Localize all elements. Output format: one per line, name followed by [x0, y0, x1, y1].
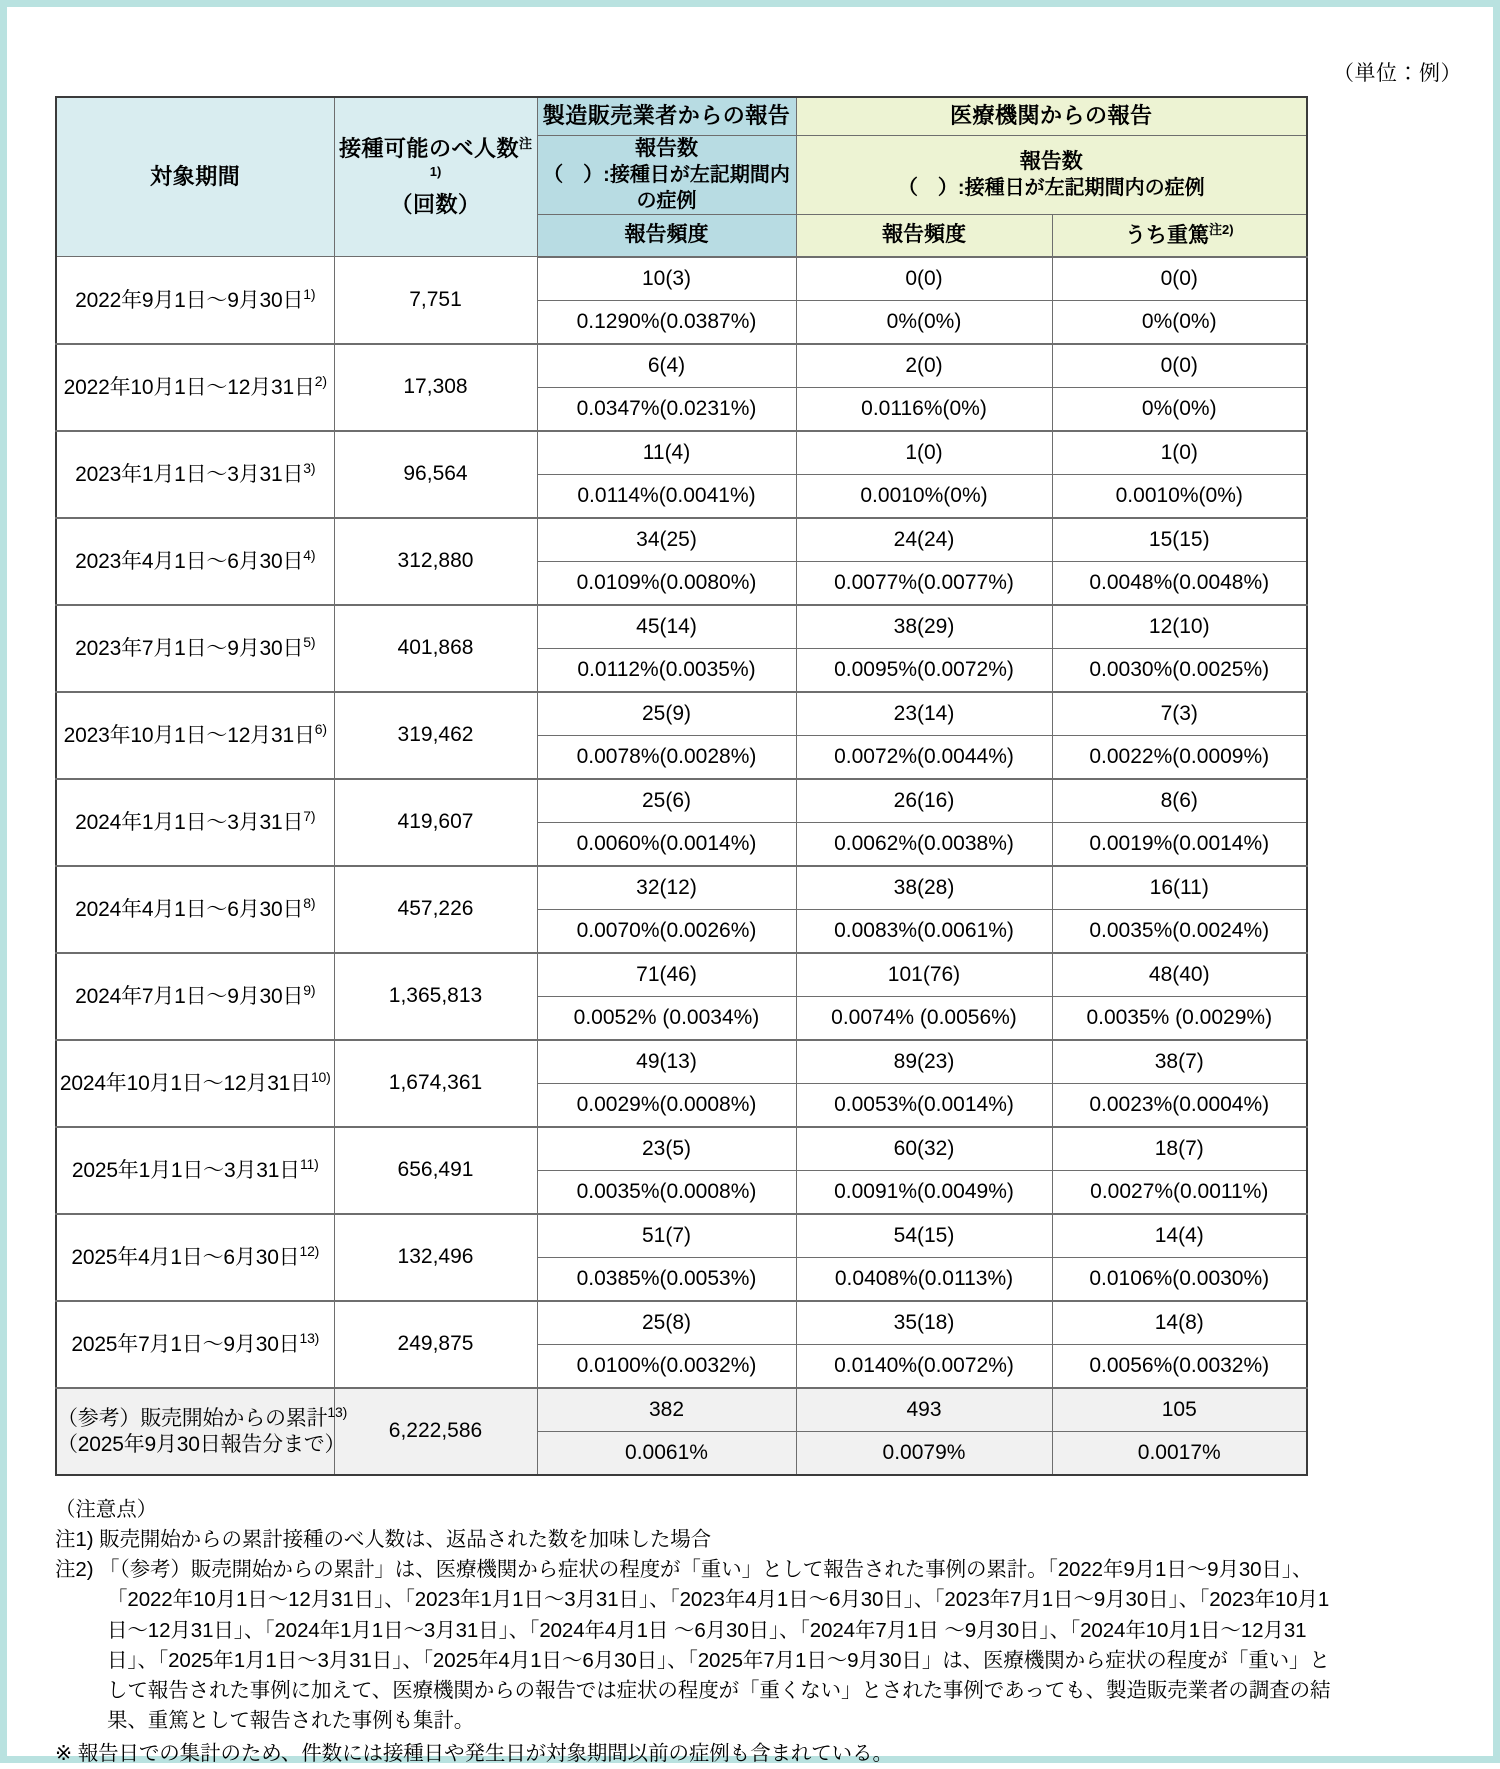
row-mfr-frequency: 0.1290%(0.0387%)	[537, 300, 796, 344]
page-content	[14, 14, 1500, 1763]
row-doses: 1,365,813	[334, 953, 537, 1040]
row-serious-frequency: 0.0030%(0.0025%)	[1052, 648, 1307, 692]
row-period-label: 2024年4月1日～6月30日	[75, 898, 304, 922]
row-period	[56, 779, 334, 866]
row-med-count: 0(0)	[796, 257, 1052, 301]
total-row-med-count: 493	[796, 1388, 1052, 1432]
row-med-count: 24(24)	[796, 518, 1052, 562]
table-header	[56, 97, 1307, 257]
row-serious-frequency: 0.0027%(0.0011%)	[1052, 1170, 1307, 1214]
row-mfr-count: 34(25)	[537, 518, 796, 562]
row-mfr-count: 71(46)	[537, 953, 796, 997]
row-med-count: 89(23)	[796, 1040, 1052, 1084]
row-med-count: 54(15)	[796, 1214, 1052, 1258]
row-med-count: 2(0)	[796, 344, 1052, 388]
table-row	[56, 779, 1307, 823]
row-med-frequency: 0%(0%)	[796, 300, 1052, 344]
header-doses-line2: （回数）	[390, 191, 481, 217]
row-med-count: 38(28)	[796, 866, 1052, 910]
row-mfr-count: 45(14)	[537, 605, 796, 649]
row-period-label: 2024年1月1日～3月31日	[75, 811, 304, 835]
row-med-frequency: 0.0010%(0%)	[796, 474, 1052, 518]
row-period-label: 2025年4月1日～6月30日	[71, 1246, 300, 1270]
row-period-label: 2022年9月1日～9月30日	[75, 288, 304, 312]
row-serious-count: 16(11)	[1052, 866, 1307, 910]
row-med-frequency: 0.0062%(0.0038%)	[796, 822, 1052, 866]
row-med-frequency: 0.0095%(0.0072%)	[796, 648, 1052, 692]
row-serious-frequency: 0.0023%(0.0004%)	[1052, 1083, 1307, 1127]
row-period-note: 9)	[303, 982, 316, 999]
table-body	[56, 257, 1307, 1475]
row-period-note: 12)	[299, 1243, 320, 1260]
footnotes-heading: （注意点）	[55, 1498, 157, 1521]
header-mfr-reports	[537, 135, 796, 215]
header-doses	[334, 97, 537, 257]
row-serious-count: 7(3)	[1052, 692, 1307, 736]
row-period-note: 13)	[299, 1330, 320, 1347]
footnote-star-text: 報告日での集計のため、件数には接種日や発生日が対象期間以前の症例も含まれている。	[77, 1742, 893, 1765]
row-doses: 17,308	[334, 344, 537, 431]
row-period-note: 8)	[303, 895, 316, 912]
footnote-star-label: ※	[55, 1742, 73, 1765]
row-period	[56, 605, 334, 692]
row-doses: 249,875	[334, 1301, 537, 1388]
row-doses: 312,880	[334, 518, 537, 605]
row-med-count: 38(29)	[796, 605, 1052, 649]
row-period	[56, 692, 334, 779]
row-serious-count: 8(6)	[1052, 779, 1307, 823]
row-med-count: 23(14)	[796, 692, 1052, 736]
header-doses-line1: 接種可能のべ人数	[338, 136, 519, 162]
row-mfr-frequency: 0.0060%(0.0014%)	[537, 822, 796, 866]
row-mfr-count: 25(6)	[537, 779, 796, 823]
row-mfr-count: 25(8)	[537, 1301, 796, 1345]
header-mfr-frequency: 報告頻度	[537, 215, 796, 257]
row-med-frequency: 0.0077%(0.0077%)	[796, 561, 1052, 605]
row-period	[56, 1040, 334, 1127]
footnote-2-text: 「（参考）販売開始からの累計」は、医療機関から症状の程度が「重い」として報告された事例の累計。「2022年9月1日～9月30日」、「2022年10月1日～12月31日」、「2023年1月1日～3月31日」、「2023年4月1日～6月30日」、「2023年7月1日～9月30日」、「2023年10月1日～12月31日」、「2024年1月1日～3月31日」、「2024年4月1日 ～6月30日」、「2024年7月1日 ～9月30日」、「2024年10月1日～12月31日」、「2025年1月1日～3月31日」、「2025年4月1日～6月30日」、「2025年7月1日～9月30日」は、医療機関から症状の程度が「重い」として報告された事例に加えて、医療機関からの報告では症状の程度が「重くない」とされた事例であっても、製造販売業者の調査の結果、重篤として報告された事例も集計。	[99, 1558, 1331, 1732]
row-mfr-frequency: 0.0112%(0.0035%)	[537, 648, 796, 692]
row-doses: 319,462	[334, 692, 537, 779]
row-serious-count: 0(0)	[1052, 257, 1307, 301]
header-med-reports-line2: （ ）:接種日が左記期間内の症例	[897, 176, 1205, 199]
row-mfr-frequency: 0.0052% (0.0034%)	[537, 996, 796, 1040]
row-serious-count: 18(7)	[1052, 1127, 1307, 1171]
table-row	[56, 953, 1307, 997]
table-row	[56, 518, 1307, 562]
row-period	[56, 518, 334, 605]
row-mfr-frequency: 0.0100%(0.0032%)	[537, 1344, 796, 1388]
total-row-mfr-count: 382	[537, 1388, 796, 1432]
row-mfr-frequency: 0.0114%(0.0041%)	[537, 474, 796, 518]
row-period-note: 5)	[303, 634, 316, 651]
row-period	[56, 953, 334, 1040]
row-serious-frequency: 0.0035%(0.0024%)	[1052, 909, 1307, 953]
row-med-frequency: 0.0140%(0.0072%)	[796, 1344, 1052, 1388]
row-doses: 457,226	[334, 866, 537, 953]
header-group-medical: 医療機関からの報告	[796, 97, 1307, 135]
row-med-count: 60(32)	[796, 1127, 1052, 1171]
row-period-note: 7)	[303, 808, 316, 825]
header-group-manufacturer: 製造販売業者からの報告	[537, 97, 796, 135]
row-period-note: 2)	[314, 373, 327, 390]
footnote-1	[55, 1525, 1335, 1555]
row-doses: 1,674,361	[334, 1040, 537, 1127]
row-period-label: 2023年4月1日～6月30日	[75, 550, 304, 574]
header-row-group	[56, 97, 1307, 135]
row-mfr-count: 11(4)	[537, 431, 796, 475]
row-mfr-frequency: 0.0029%(0.0008%)	[537, 1083, 796, 1127]
row-serious-count: 15(15)	[1052, 518, 1307, 562]
header-med-reports-line1: 報告数	[1019, 149, 1083, 173]
row-period-label: 2025年7月1日～9月30日	[71, 1333, 300, 1357]
row-mfr-count: 23(5)	[537, 1127, 796, 1171]
row-period-label: 2023年10月1日～12月31日	[63, 724, 315, 748]
row-period-note: 4)	[303, 547, 316, 564]
row-mfr-count: 10(3)	[537, 257, 796, 301]
row-serious-count: 14(4)	[1052, 1214, 1307, 1258]
adverse-event-report-table	[55, 96, 1308, 1476]
footnote-1-label: 注1)	[55, 1528, 94, 1552]
row-period	[56, 431, 334, 518]
row-serious-count: 38(7)	[1052, 1040, 1307, 1084]
footnotes	[55, 1495, 1335, 1769]
row-med-frequency: 0.0074% (0.0056%)	[796, 996, 1052, 1040]
row-med-frequency: 0.0072%(0.0044%)	[796, 735, 1052, 779]
row-period	[56, 344, 334, 431]
row-mfr-frequency: 0.0347%(0.0231%)	[537, 387, 796, 431]
row-serious-frequency: 0.0035% (0.0029%)	[1052, 996, 1307, 1040]
row-period	[56, 866, 334, 953]
row-mfr-frequency: 0.0385%(0.0053%)	[537, 1257, 796, 1301]
row-period-note: 11)	[300, 1156, 319, 1173]
row-period-label: 2024年7月1日～9月30日	[75, 985, 304, 1009]
row-serious-count: 0(0)	[1052, 344, 1307, 388]
table-row	[56, 1214, 1307, 1258]
row-serious-frequency: 0.0048%(0.0048%)	[1052, 561, 1307, 605]
row-period-label: 2023年1月1日～3月31日	[75, 463, 304, 487]
header-mfr-reports-line1: 報告数	[635, 136, 698, 160]
row-doses: 419,607	[334, 779, 537, 866]
header-period: 対象期間	[56, 97, 334, 257]
row-mfr-frequency: 0.0078%(0.0028%)	[537, 735, 796, 779]
row-period-label: 2022年10月1日～12月31日	[63, 376, 315, 400]
total-row-mfr-frequency: 0.0061%	[537, 1431, 796, 1475]
row-serious-frequency: 0.0022%(0.0009%)	[1052, 735, 1307, 779]
row-mfr-count: 25(9)	[537, 692, 796, 736]
row-serious-count: 14(8)	[1052, 1301, 1307, 1345]
table-row	[56, 692, 1307, 736]
table-row	[56, 257, 1307, 301]
row-serious-frequency: 0%(0%)	[1052, 300, 1307, 344]
row-period	[56, 1301, 334, 1388]
total-row	[56, 1388, 1307, 1432]
row-serious-frequency: 0%(0%)	[1052, 387, 1307, 431]
table-row	[56, 344, 1307, 388]
row-med-count: 26(16)	[796, 779, 1052, 823]
header-med-reports	[796, 135, 1307, 215]
row-period-label: 2024年10月1日～12月31日	[59, 1072, 311, 1096]
row-med-frequency: 0.0408%(0.0113%)	[796, 1257, 1052, 1301]
row-serious-count: 48(40)	[1052, 953, 1307, 997]
total-row-period-note: 13)	[327, 1404, 348, 1420]
total-row-doses: 6,222,586	[334, 1388, 537, 1475]
row-mfr-frequency: 0.0070%(0.0026%)	[537, 909, 796, 953]
total-row-serious-frequency: 0.0017%	[1052, 1431, 1307, 1475]
header-serious-note: 注2)	[1208, 221, 1234, 237]
row-serious-count: 12(10)	[1052, 605, 1307, 649]
row-doses: 132,496	[334, 1214, 537, 1301]
row-period-label: 2023年7月1日～9月30日	[75, 637, 304, 661]
row-period-label: 2025年1月1日～3月31日	[71, 1159, 300, 1183]
row-serious-count: 1(0)	[1052, 431, 1307, 475]
row-period	[56, 1127, 334, 1214]
footnote-star	[55, 1739, 1335, 1769]
footnote-2-label: 注2)	[55, 1558, 94, 1582]
unit-label: （単位：例）	[1333, 62, 1462, 85]
footnote-2	[55, 1555, 1335, 1736]
row-period-note: 3)	[303, 460, 316, 477]
total-row-period-line1: （参考）販売開始からの累計	[57, 1407, 328, 1430]
row-med-count: 35(18)	[796, 1301, 1052, 1345]
row-med-frequency: 0.0053%(0.0014%)	[796, 1083, 1052, 1127]
row-period	[56, 257, 334, 344]
row-mfr-count: 51(7)	[537, 1214, 796, 1258]
total-row-period	[56, 1388, 348, 1475]
row-med-frequency: 0.0116%(0%)	[796, 387, 1052, 431]
row-period-note: 1)	[303, 285, 316, 302]
table-row	[56, 605, 1307, 649]
row-mfr-frequency: 0.0109%(0.0080%)	[537, 561, 796, 605]
footnote-1-text: 販売開始からの累計接種のべ人数は、返品された数を加味した場合	[99, 1528, 712, 1552]
header-mfr-reports-line2: （ ）:接種日が左記期間内の症例	[543, 163, 790, 212]
row-mfr-count: 32(12)	[537, 866, 796, 910]
row-doses: 96,564	[334, 431, 537, 518]
row-mfr-count: 6(4)	[537, 344, 796, 388]
row-period-note: 10)	[310, 1069, 331, 1086]
header-med-frequency: 報告頻度	[796, 215, 1052, 257]
table-row	[56, 431, 1307, 475]
row-mfr-frequency: 0.0035%(0.0008%)	[537, 1170, 796, 1214]
row-serious-frequency: 0.0056%(0.0032%)	[1052, 1344, 1307, 1388]
row-med-frequency: 0.0083%(0.0061%)	[796, 909, 1052, 953]
table-row	[56, 1040, 1307, 1084]
row-doses: 656,491	[334, 1127, 537, 1214]
total-row-serious-count: 105	[1052, 1388, 1307, 1432]
row-med-count: 101(76)	[796, 953, 1052, 997]
table-row	[56, 1127, 1307, 1171]
row-serious-frequency: 0.0019%(0.0014%)	[1052, 822, 1307, 866]
row-mfr-count: 49(13)	[537, 1040, 796, 1084]
table-row	[56, 1301, 1307, 1345]
total-row-period-line2: （2025年9月30日報告分まで）	[57, 1433, 346, 1457]
row-period-note: 6)	[314, 721, 327, 738]
total-row-med-frequency: 0.0079%	[796, 1431, 1052, 1475]
row-doses: 7,751	[334, 257, 537, 344]
header-serious: うち重篤$^{注2)}$	[1052, 215, 1307, 257]
row-doses: 401,868	[334, 605, 537, 692]
row-serious-frequency: 0.0010%(0%)	[1052, 474, 1307, 518]
table-row	[56, 866, 1307, 910]
row-med-frequency: 0.0091%(0.0049%)	[796, 1170, 1052, 1214]
header-doses-note: 注1)	[429, 136, 533, 179]
row-period	[56, 1214, 334, 1301]
row-med-count: 1(0)	[796, 431, 1052, 475]
row-serious-frequency: 0.0106%(0.0030%)	[1052, 1257, 1307, 1301]
